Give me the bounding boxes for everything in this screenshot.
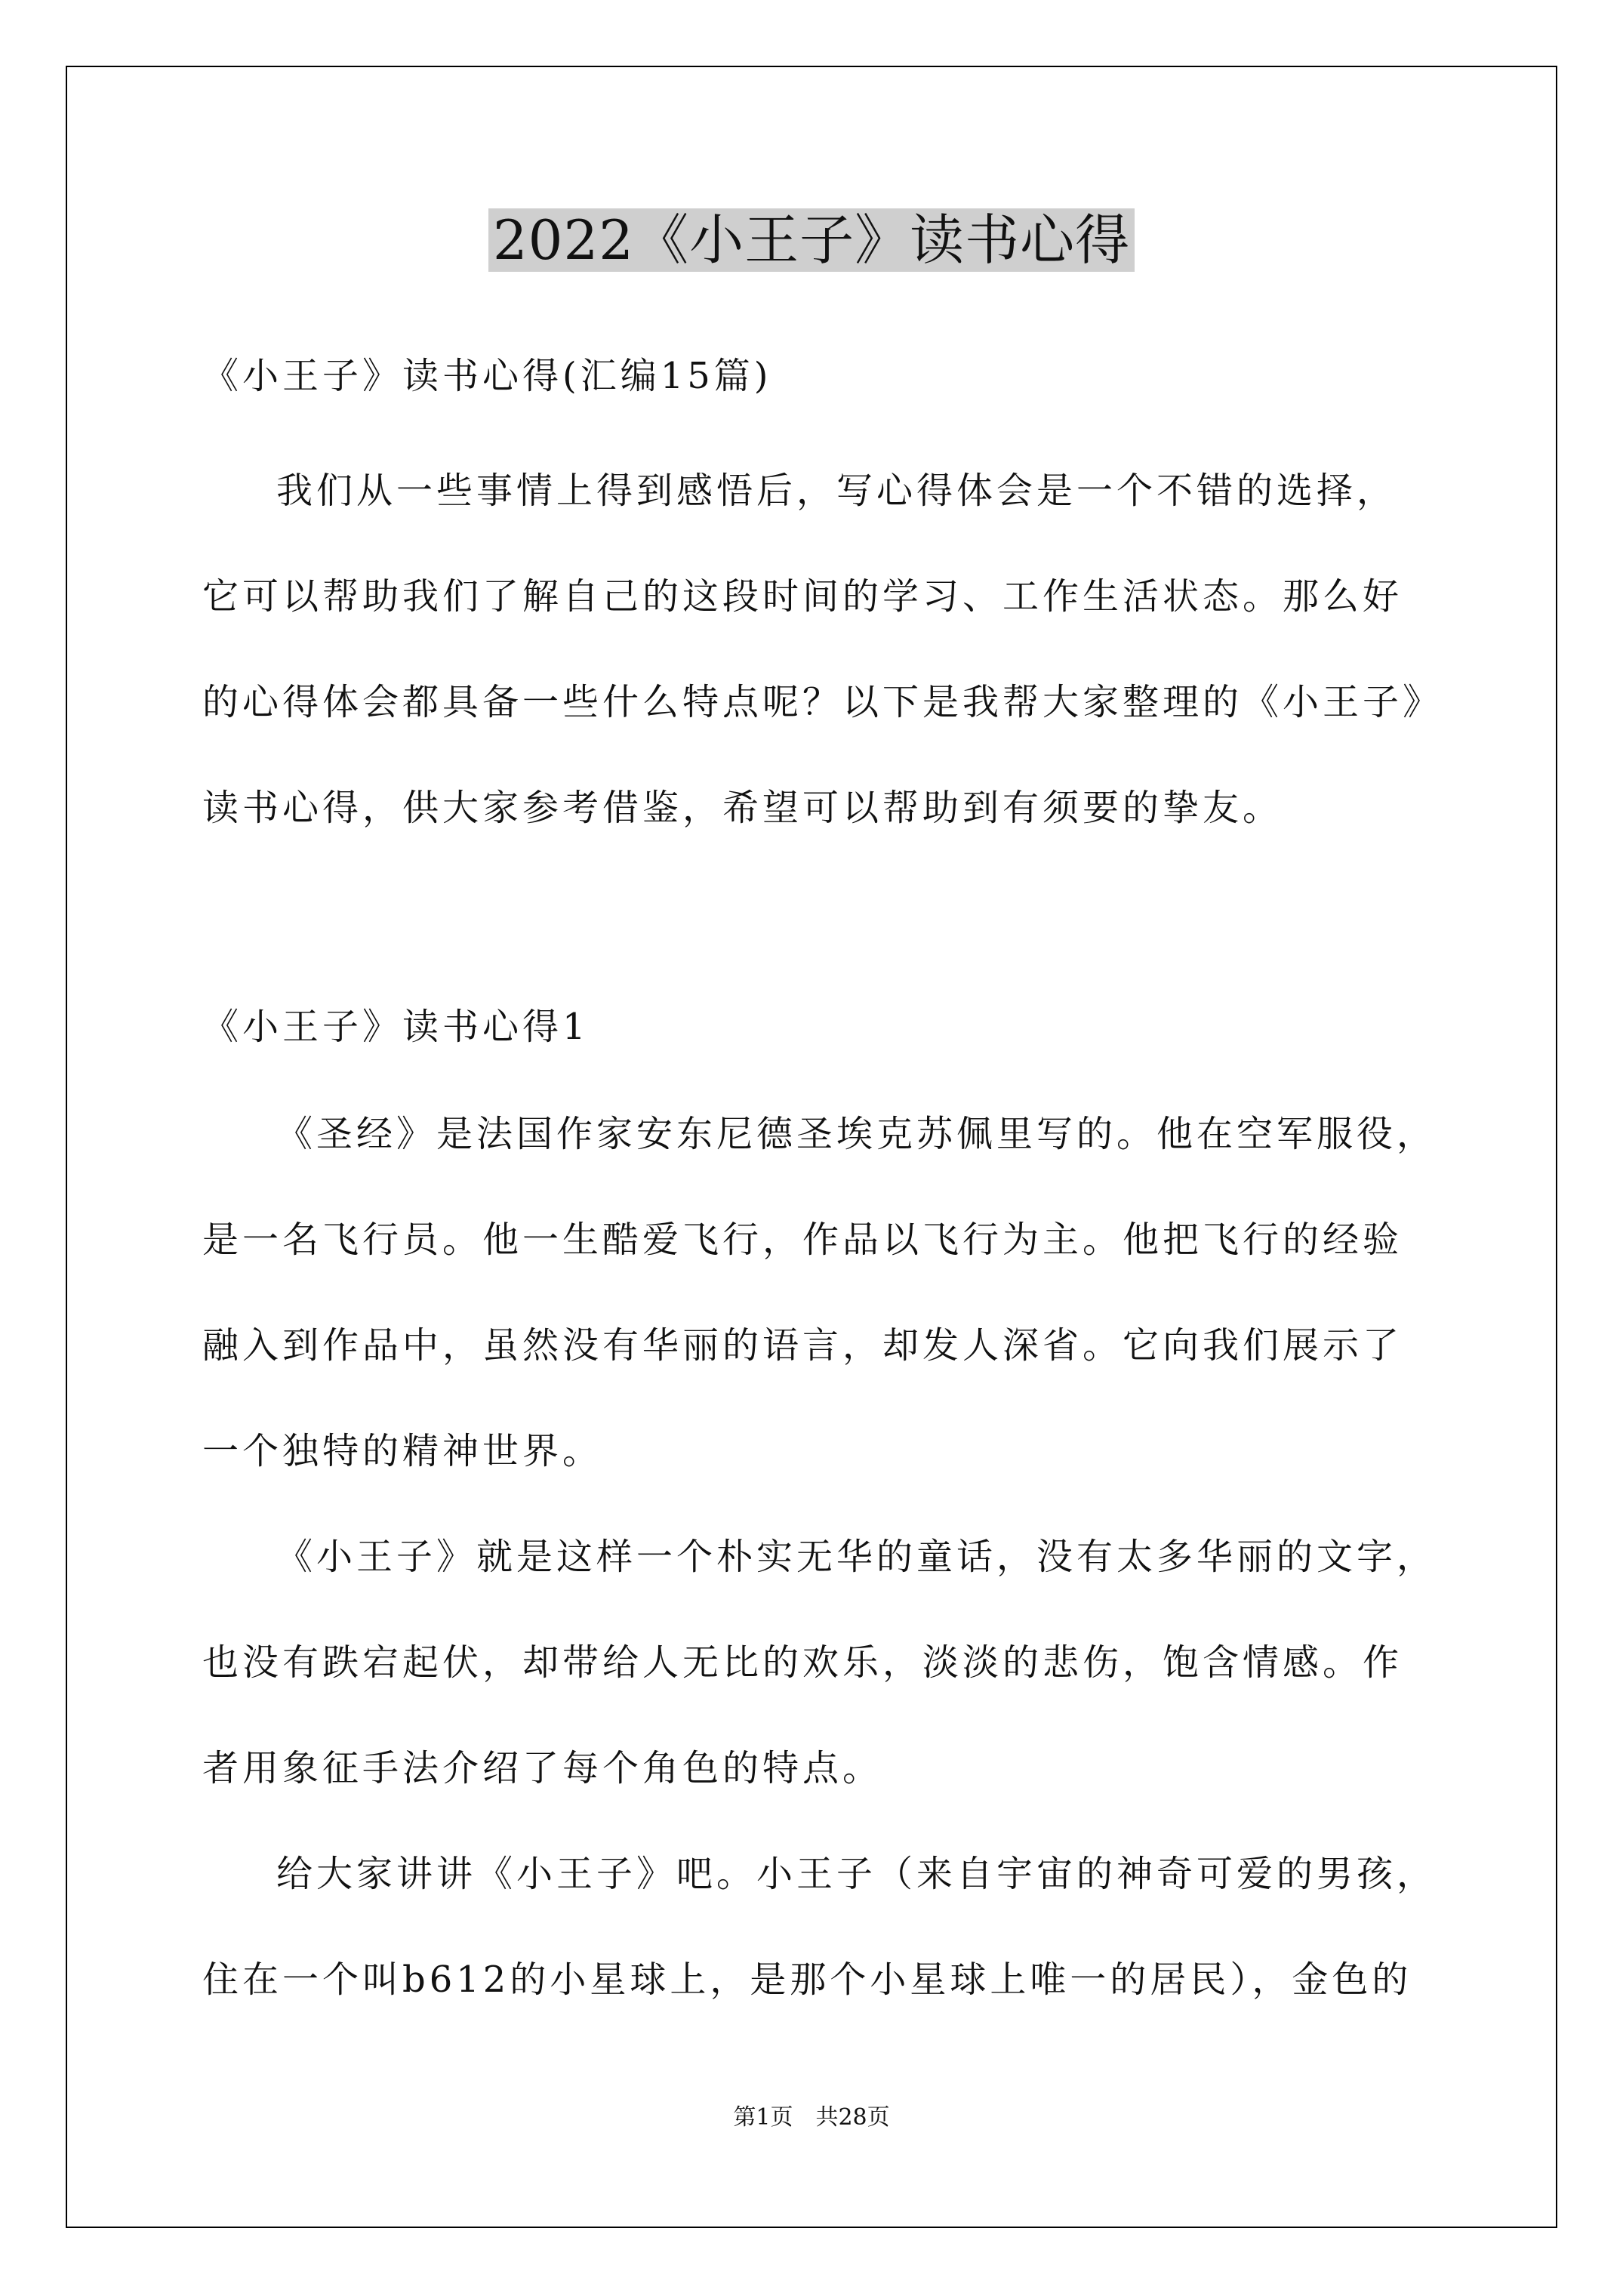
intro-line: 读书心得，供大家参考借鉴，希望可以帮助到有须要的挚友。 <box>202 787 1283 829</box>
intro-line: 的心得体会都具备一些什么特点呢？以下是我帮大家整理的《小王子》 <box>202 681 1443 723</box>
page-footer: 第1页 共28页 <box>733 2104 890 2131</box>
intro-line: 它可以帮助我们了解自己的这段时间的学习、工作生活状态。那么好 <box>202 575 1403 618</box>
paragraph-line: 是一名飞行员。他一生酷爱飞行，作品以飞行为主。他把飞行的经验 <box>202 1219 1403 1261</box>
title-text: 2022《小王子》读书心得 <box>488 208 1135 272</box>
paragraph-line: 《圣经》是法国作家安东尼德圣埃克苏佩里写的。他在空军服役， <box>276 1113 1437 1155</box>
document-subtitle: 《小王子》读书心得(汇编15篇) <box>202 355 772 397</box>
paragraph-line: 融入到作品中，虽然没有华丽的语言，却发人深省。它向我们展示了 <box>202 1324 1403 1367</box>
paragraph-line: 给大家讲讲《小王子》吧。小王子（来自宇宙的神奇可爱的男孩， <box>276 1853 1437 1895</box>
paragraph-line: 《小王子》就是这样一个朴实无华的童话，没有太多华丽的文字， <box>276 1536 1437 1578</box>
intro-line: 我们从一些事情上得到感悟后，写心得体会是一个不错的选择， <box>276 470 1397 512</box>
paragraph-line: 也没有跌宕起伏，却带给人无比的欢乐，淡淡的悲伤，饱含情感。作 <box>202 1641 1403 1684</box>
paragraph-line: 住在一个叫b612的小星球上，是那个小星球上唯一的居民），金色的 <box>202 1959 1412 2001</box>
section-heading: 《小王子》读书心得1 <box>202 1006 590 1048</box>
paragraph-line: 者用象征手法介绍了每个角色的特点。 <box>202 1747 883 1789</box>
paragraph-line: 一个独特的精神世界。 <box>202 1430 603 1472</box>
document-title <box>0 202 1623 278</box>
